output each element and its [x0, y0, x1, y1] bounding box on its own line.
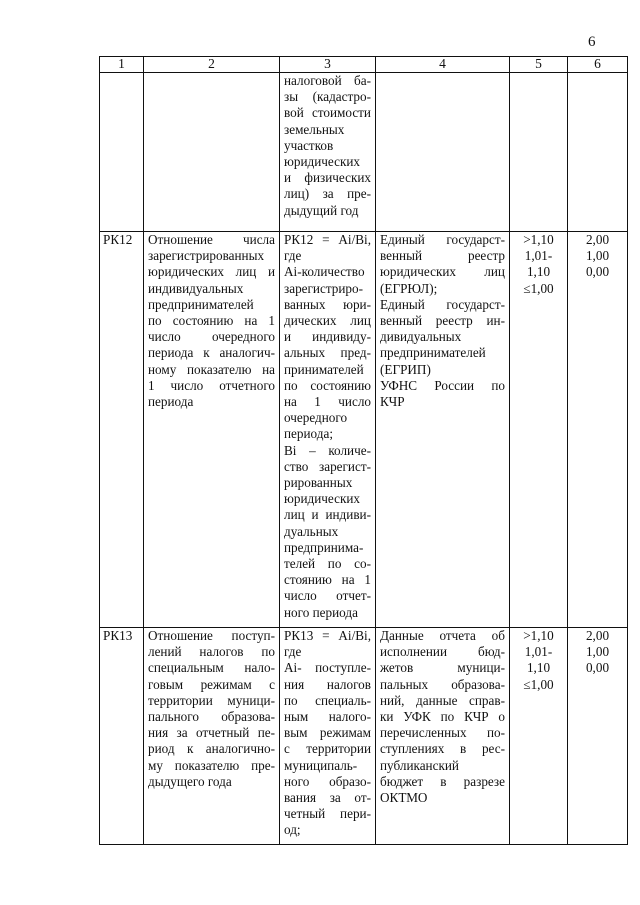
- text-line: ступлениях в рес-: [380, 741, 505, 757]
- text-line: и индивиду-: [284, 329, 371, 345]
- calculation-formula: [280, 232, 376, 628]
- text-line: Отношение поступ-: [148, 628, 275, 643]
- text-line: земельных: [284, 121, 345, 137]
- text-line: дивидуальных: [380, 329, 462, 345]
- calculation-formula: [280, 73, 376, 232]
- text-line: КЧР: [380, 394, 405, 410]
- text-line: ния налогов: [284, 676, 371, 692]
- text-line: ≤1,00: [523, 676, 554, 692]
- text-line: периода к аналогич-: [148, 345, 275, 361]
- text-line: 1 число отчетного: [148, 377, 275, 393]
- threshold-values: [510, 232, 568, 628]
- table-header-row: [100, 57, 628, 73]
- text-line: жетов муници-: [380, 660, 505, 676]
- data-source: [376, 628, 510, 845]
- indicator-code: РК12: [100, 232, 144, 628]
- text-line: 1,10: [526, 264, 551, 280]
- text-line: юридических лиц: [380, 264, 505, 280]
- text-line: дыдущий год: [284, 202, 359, 218]
- column-header: 6: [568, 57, 628, 73]
- score-values: [568, 232, 628, 628]
- text-line: >1,10: [523, 628, 554, 643]
- text-line: вым режимам: [284, 725, 371, 741]
- text-line: 1,10: [526, 660, 551, 676]
- text-line: ванных юри-: [284, 296, 371, 312]
- score-values: [568, 628, 628, 845]
- indicator-description: [144, 73, 280, 232]
- table-row: [100, 73, 628, 232]
- column-header: 3: [280, 57, 376, 73]
- text-line: и физических: [284, 170, 371, 186]
- text-line: Ai-количество: [284, 264, 365, 280]
- text-line: вой стоимости: [284, 105, 371, 121]
- text-line: специальным нало-: [148, 660, 275, 676]
- text-line: ния за отчетный пе-: [148, 725, 275, 741]
- text-line: ного периода: [284, 604, 358, 620]
- text-line: 0,00: [585, 264, 610, 280]
- text-line: 1,00: [585, 248, 610, 264]
- text-line: 2,00: [585, 628, 610, 643]
- text-line: налоговой ба-: [284, 73, 371, 88]
- text-line: ний, данные справ-: [380, 692, 505, 708]
- threshold-values: [510, 628, 568, 845]
- text-line: бюджет в разрезе: [380, 773, 505, 789]
- text-line: Bi – количе-: [284, 442, 371, 458]
- text-line: пального образова-: [148, 709, 275, 725]
- text-line: пальных образова-: [380, 676, 505, 692]
- text-line: му показателю пре-: [148, 757, 275, 773]
- text-line: лений налогов по: [148, 644, 275, 660]
- text-line: УФНС России по: [380, 377, 505, 393]
- data-source: [376, 232, 510, 628]
- text-line: вания за от-: [284, 790, 371, 806]
- text-line: ного образо-: [284, 773, 371, 789]
- text-line: по специаль-: [284, 692, 371, 708]
- text-line: (ЕГРЮЛ);: [380, 280, 438, 296]
- text-line: Данные отчета об: [380, 628, 505, 643]
- text-line: ки УФК по КЧР о: [380, 709, 505, 725]
- text-line: по состоянию на 1: [148, 313, 275, 329]
- text-line: исполнении бюд-: [380, 644, 505, 660]
- column-header: 4: [376, 57, 510, 73]
- text-line: юридических лиц и: [148, 264, 275, 280]
- text-line: лиц и индиви-: [284, 507, 371, 523]
- text-line: альных пред-: [284, 345, 371, 361]
- text-line: предпринимателей: [148, 296, 254, 312]
- text-line: на 1 число: [284, 394, 371, 410]
- text-line: Отношение числа: [148, 232, 275, 247]
- table-row: [100, 628, 628, 845]
- text-line: венный реестр ин-: [380, 313, 505, 329]
- text-line: лиц) за пре-: [284, 186, 371, 202]
- text-line: риод к аналогично-: [148, 741, 275, 757]
- text-line: ному показателю на: [148, 361, 275, 377]
- text-line: ство зарегист-: [284, 458, 371, 474]
- indicator-description: [144, 232, 280, 628]
- text-line: юридических: [284, 491, 360, 507]
- text-line: где: [284, 248, 302, 264]
- text-line: периода: [148, 394, 194, 410]
- column-header: 5: [510, 57, 568, 73]
- text-line: перечисленных по-: [380, 725, 505, 741]
- text-line: предпринима-: [284, 539, 364, 555]
- text-line: ОКТМО: [380, 790, 428, 806]
- text-line: >1,10: [523, 232, 554, 247]
- text-line: стоянию на 1: [284, 572, 371, 588]
- text-line: по состоянию: [284, 377, 371, 393]
- table-row: [100, 232, 628, 628]
- text-line: публиканский: [380, 757, 459, 773]
- text-line: (ЕГРИП): [380, 361, 431, 377]
- text-line: зарегистрированных: [148, 248, 265, 264]
- text-line: РК12 = Ai/Bi,: [284, 232, 371, 247]
- column-header: 2: [144, 57, 280, 73]
- text-line: где: [284, 644, 302, 660]
- text-line: 1,01-: [524, 248, 553, 264]
- text-line: говым режимам с: [148, 676, 275, 692]
- text-line: телей по со-: [284, 556, 371, 572]
- data-source: [376, 73, 510, 232]
- text-line: периода;: [284, 426, 334, 442]
- text-line: Ai- поступле-: [284, 660, 371, 676]
- text-line: очередного: [284, 410, 348, 426]
- text-line: рированных: [284, 475, 353, 491]
- text-line: РК13 = Ai/Bi,: [284, 628, 371, 643]
- text-line: дических лиц: [284, 313, 371, 329]
- text-line: Единый государст-: [380, 296, 505, 312]
- text-line: ≤1,00: [523, 280, 554, 296]
- indicator-code: РК13: [100, 628, 144, 845]
- text-line: 1,00: [585, 644, 610, 660]
- calculation-formula: [280, 628, 376, 845]
- text-line: территории муници-: [148, 692, 275, 708]
- text-line: ным налого-: [284, 709, 371, 725]
- text-line: 0,00: [585, 660, 610, 676]
- text-line: юридических: [284, 154, 360, 170]
- text-line: дуальных: [284, 523, 339, 539]
- text-line: зарегистриро-: [284, 280, 363, 296]
- threshold-values: [510, 73, 568, 232]
- text-line: од;: [284, 822, 301, 838]
- indicator-code: [100, 73, 144, 232]
- text-line: четный пери-: [284, 806, 371, 822]
- text-line: с территории: [284, 741, 371, 757]
- text-line: участков: [284, 137, 334, 153]
- indicator-description: [144, 628, 280, 845]
- text-line: предпринимателей: [380, 345, 486, 361]
- text-line: зы (кадастро-: [284, 89, 371, 105]
- text-line: Единый государст-: [380, 232, 505, 247]
- column-header: 1: [100, 57, 144, 73]
- text-line: число очередного: [148, 329, 275, 345]
- text-line: число отчет-: [284, 588, 371, 604]
- text-line: дыдущего года: [148, 773, 232, 789]
- page-number: 6: [588, 34, 596, 50]
- text-line: принимателей: [284, 361, 364, 377]
- text-line: муниципаль-: [284, 757, 358, 773]
- text-line: 2,00: [585, 232, 610, 247]
- text-line: индивидуальных: [148, 280, 244, 296]
- score-values: [568, 73, 628, 232]
- text-line: 1,01-: [524, 644, 553, 660]
- criteria-table: [99, 56, 628, 845]
- text-line: венный реестр: [380, 248, 505, 264]
